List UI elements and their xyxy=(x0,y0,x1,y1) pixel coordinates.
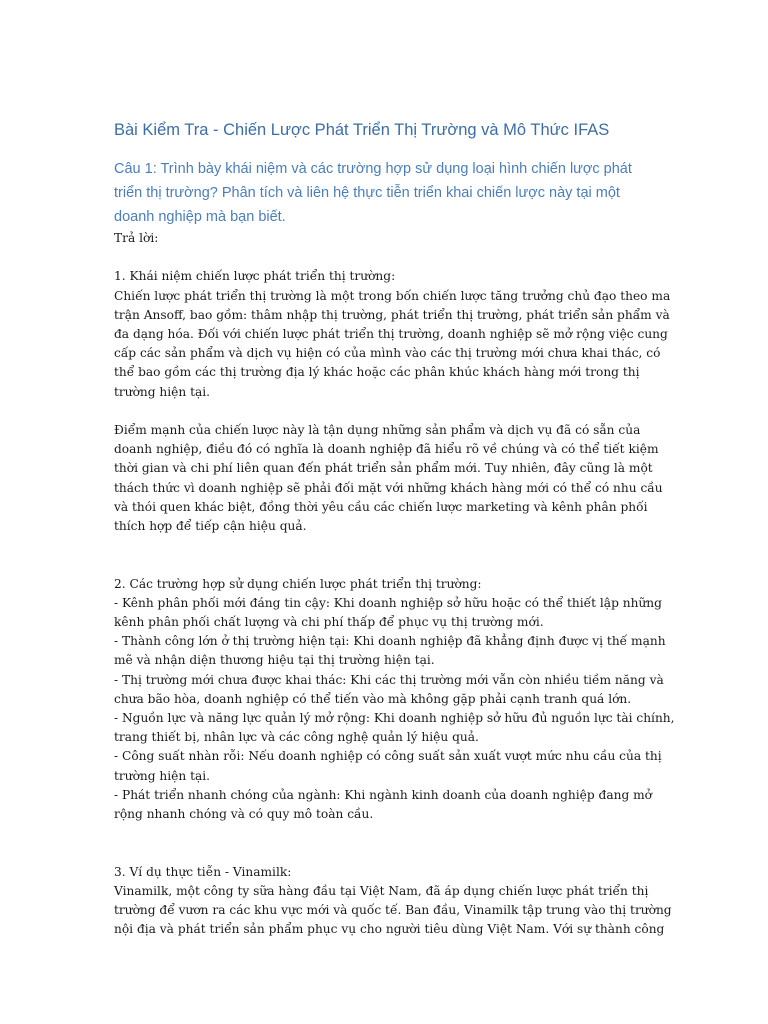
question-line: triển thị trường? Phân tích và liên hệ thực tiễn triển khai chiến lược này tại một xyxy=(114,185,620,201)
list-line: - Công suất nhàn rỗi: Nếu doanh nghiệp có công suất sản xuất vượt mức nhu cầu của thị xyxy=(114,749,662,764)
text-line: doanh nghiệp, điều đó có nghĩa là doanh nghiệp đã hiểu rõ về chúng và có thể tiết kiệm xyxy=(114,442,659,457)
text-line: Chiến lược phát triển thị trường là một trong bốn chiến lược tăng trưởng chủ đạo theo ma xyxy=(114,288,671,303)
answer-body xyxy=(114,229,675,939)
section-1-paragraph-1 xyxy=(114,287,671,402)
list-line: - Thành công lớn ở thị trường hiện tại: Khi doanh nghiệp đã khẳng định được vị thế mạnh xyxy=(114,634,666,649)
answer-label: Trả lời: xyxy=(114,231,159,245)
section-1-paragraph-2 xyxy=(114,421,663,536)
list-line: - Kênh phân phối mới đáng tin cậy: Khi doanh nghiệp sở hữu hoặc có thể thiết lập những xyxy=(114,595,662,610)
text-line: thích hợp để tiếp cận hiệu quả. xyxy=(114,519,307,534)
text-line: nội địa và phát triển sản phẩm phục vụ cho người tiêu dùng Việt Nam. Với sự thành công xyxy=(114,922,665,937)
text-line: trường hiện tại. xyxy=(114,384,211,399)
text-line: trận Ansoff, bao gồm: thâm nhập thị trường, phát triển thị trường, phát triển sản phẩm và xyxy=(114,307,670,322)
blank-line xyxy=(114,536,658,555)
list-line: - Phát triển nhanh chóng của ngành: Khi ngành kinh doanh của doanh nghiệp đang mở xyxy=(114,787,653,802)
question-heading xyxy=(114,157,658,229)
document-title: Bài Kiểm Tra - Chiến Lược Phát Triển Thị Trường và Mô Thức IFAS xyxy=(114,121,610,139)
document-page xyxy=(114,118,675,939)
text-line: đa dạng hóa. Đối với chiến lược phát triển thị trường, doanh nghiệp sẽ mở rộng việc cung xyxy=(114,327,668,341)
list-line: trường hiện tại. xyxy=(114,768,211,783)
section-3-heading: 3. Ví dụ thực tiễn - Vinamilk: xyxy=(114,864,292,879)
text-line: cấp các sản phẩm và dịch vụ hiện có của mình vào các thị trường mới chưa khai thác, có xyxy=(114,346,661,361)
blank-line xyxy=(114,824,658,843)
list-line: trang thiết bị, nhân lực và các công nghệ quản lý hiệu quả. xyxy=(114,730,479,745)
list-line: kênh phân phối chất lượng và chi phí thấp để phục vụ thị trường mới. xyxy=(114,615,544,629)
text-line: trường để vươn ra các khu vực mới và quốc tế. Ban đầu, Vinamilk tập trung vào thị trường xyxy=(114,903,672,918)
section-2-heading: 2. Các trường hợp sử dụng chiến lược phát triển thị trường: xyxy=(114,576,482,591)
text-line: thể bao gồm các thị trường địa lý khác hoặc các phân khúc khách hàng mới trong thị xyxy=(114,365,640,380)
list-line: - Thị trường mới chưa được khai thác: Khi các thị trường mới vẫn còn nhiều tiềm năng và xyxy=(114,672,664,687)
list-line: - Nguồn lực và năng lực quản lý mở rộng: Khi doanh nghiệp sở hữu đủ nguồn lực tài chính, xyxy=(114,711,675,726)
question-line: doanh nghiệp mà bạn biết. xyxy=(114,209,286,225)
question-line: Câu 1: Trình bày khái niệm và các trường hợp sử dụng loại hình chiến lược phát xyxy=(114,161,632,177)
list-line: chưa bão hòa, doanh nghiệp có thể tiến vào mà không gặp phải cạnh tranh quá lớn. xyxy=(114,691,632,706)
list-line: mẽ và nhận diện thương hiệu tại thị trường hiện tại. xyxy=(114,653,435,668)
text-line: Điểm mạnh của chiến lược này là tận dụng những sản phẩm và dịch vụ đã có sẵn của xyxy=(114,423,641,437)
blank-line xyxy=(114,555,658,574)
text-line: Vinamilk, một công ty sữa hàng đầu tại Việt Nam, đã áp dụng chiến lược phát triển thị xyxy=(114,883,649,898)
section-1-heading: 1. Khái niệm chiến lược phát triển thị trường: xyxy=(114,269,396,284)
text-line: và thói quen khác biệt, đồng thời yêu cầu các chiến lược marketing và kênh phân phối xyxy=(114,499,648,514)
blank-line xyxy=(114,843,658,862)
blank-line xyxy=(114,402,658,421)
text-line: thách thức vì doanh nghiệp sẽ phải đối mặt với những khách hàng mới có thể có nhu cầu xyxy=(114,480,663,495)
section-3-paragraph xyxy=(114,882,672,940)
section-2-list xyxy=(114,594,675,824)
list-line: rộng nhanh chóng và có quy mô toàn cầu. xyxy=(114,807,374,822)
text-line: thời gian và chi phí liên quan đến phát triển sản phẩm mới. Tuy nhiên, đây cũng là một xyxy=(114,461,653,476)
blank-line xyxy=(114,248,658,267)
